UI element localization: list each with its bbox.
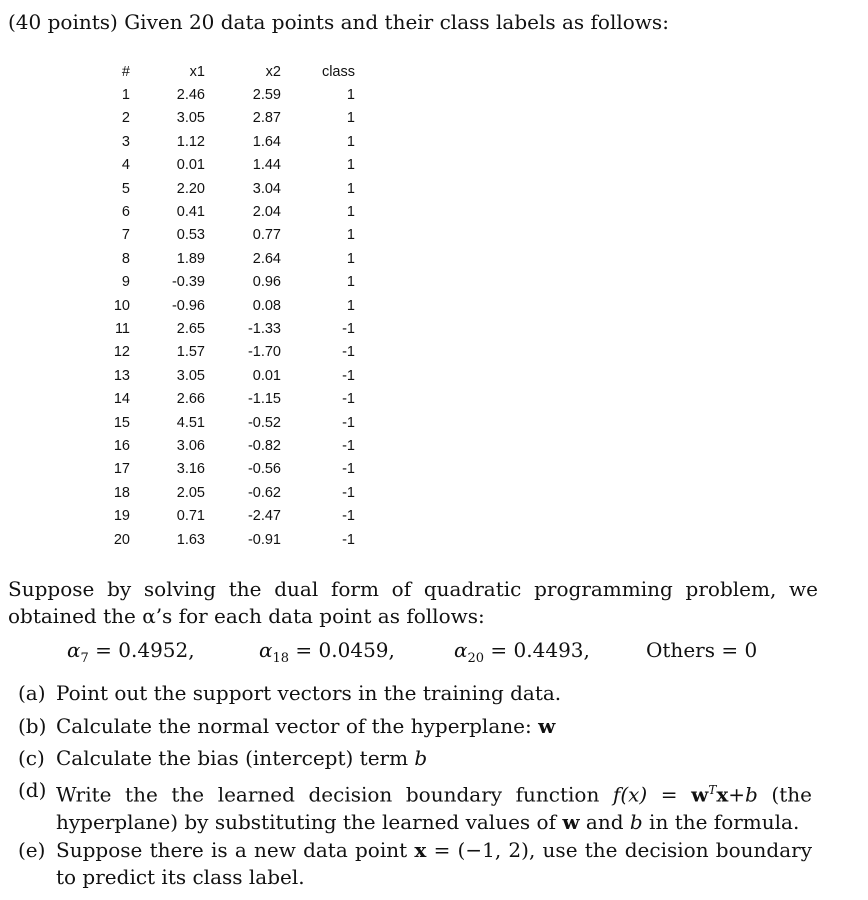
table-row — [100, 528, 355, 551]
cell-x2: 3.04 — [252, 180, 281, 197]
alpha-7 — [67, 636, 195, 668]
cell-x1: 2.46 — [176, 87, 205, 104]
alpha-others: Others = 0 — [646, 638, 758, 662]
cell-index: 8 — [121, 250, 130, 267]
cell-class: -1 — [342, 320, 355, 337]
cell-x2: -1.70 — [247, 344, 281, 361]
vector-x: x — [414, 838, 427, 862]
cell-x1: 2.65 — [176, 320, 205, 337]
cell-class: -1 — [342, 484, 355, 501]
bias-b: b — [414, 746, 428, 770]
vector-w: w — [562, 809, 580, 834]
cell-x1: -0.96 — [171, 297, 205, 314]
table-header-row — [100, 60, 355, 83]
cell-index: 17 — [113, 461, 130, 478]
cell-index: 10 — [113, 297, 130, 314]
question-label: (c) — [18, 746, 45, 770]
cell-class: -1 — [342, 531, 355, 548]
question-b-text: Calculate the normal vector of the hyperplane: — [56, 714, 539, 738]
cell-index: 14 — [113, 391, 130, 408]
alpha-value: = 0.0459, — [289, 638, 395, 662]
cell-x2: -0.62 — [247, 484, 281, 501]
alpha-value: = 0.4952, — [88, 638, 195, 662]
cell-x2: -2.47 — [247, 508, 281, 525]
cell-class: -1 — [342, 391, 355, 408]
cell-x1: 3.05 — [176, 110, 205, 127]
alpha-symbol: α — [454, 638, 468, 662]
alpha-subscript: 18 — [272, 651, 290, 666]
table-row — [100, 481, 355, 504]
cell-x2: 1.64 — [252, 133, 281, 150]
question-text: Point out the support vectors in the training data. — [56, 681, 562, 705]
cell-x2: 2.64 — [252, 250, 281, 267]
table-row — [100, 294, 355, 317]
table-row — [100, 247, 355, 270]
cell-index: 18 — [113, 484, 130, 501]
cell-class: -1 — [342, 344, 355, 361]
bias-b: b — [629, 809, 643, 834]
cell-index: 16 — [113, 437, 130, 454]
question-text — [56, 713, 812, 740]
cell-x2: 0.08 — [252, 297, 281, 314]
cell-class: -1 — [342, 508, 355, 525]
cell-class: 1 — [346, 180, 355, 197]
cell-index: 19 — [113, 508, 130, 525]
table-row — [100, 200, 355, 223]
alpha-symbol: α — [259, 638, 273, 662]
table-row — [100, 130, 355, 153]
question-d-text-3: in the formula. — [642, 809, 800, 834]
cell-x1: 1.63 — [176, 531, 205, 548]
question-text — [56, 837, 812, 891]
cell-x1: 3.05 — [176, 367, 205, 384]
cell-x1: 0.41 — [176, 204, 205, 221]
cell-class: -1 — [342, 414, 355, 431]
cell-x2: 1.44 — [252, 157, 281, 174]
cell-index: 4 — [121, 157, 130, 174]
cell-x2: -1.15 — [247, 391, 281, 408]
cell-class: 1 — [346, 204, 355, 221]
table-row — [100, 154, 355, 177]
table-row — [100, 504, 355, 527]
cell-x2: -0.82 — [247, 437, 281, 454]
cell-index: 3 — [121, 133, 130, 150]
cell-class: -1 — [342, 461, 355, 478]
cell-index: 5 — [121, 180, 130, 197]
cell-class: -1 — [342, 367, 355, 384]
question-c-text: Calculate the bias (intercept) term — [56, 746, 415, 770]
cell-class: 1 — [346, 133, 355, 150]
cell-index: 2 — [121, 110, 130, 127]
table-row — [100, 83, 355, 106]
cell-x2: 2.59 — [252, 87, 281, 104]
plus-sign: + — [728, 782, 746, 807]
question-e-text-1: Suppose there is a new data point — [56, 838, 415, 862]
cell-x1: -0.39 — [171, 274, 205, 291]
cell-class: 1 — [346, 274, 355, 291]
alpha-20 — [454, 636, 590, 668]
cell-class: -1 — [342, 437, 355, 454]
cell-x1: 4.51 — [176, 414, 205, 431]
table-row — [100, 224, 355, 247]
question-label: (d) — [18, 778, 47, 802]
cell-x2: 2.87 — [252, 110, 281, 127]
cell-x1: 3.06 — [176, 437, 205, 454]
cell-x1: 0.53 — [176, 227, 205, 244]
problem-heading: (40 points) Given 20 data points and their class labels as follows: — [8, 10, 669, 34]
cell-x1: 1.12 — [176, 133, 205, 150]
vector-w: w — [691, 782, 709, 807]
header-x1: x1 — [189, 63, 205, 80]
cell-x1: 2.66 — [176, 391, 205, 408]
cell-index: 1 — [121, 87, 130, 104]
cell-x2: -0.91 — [247, 531, 281, 548]
cell-x2: -0.56 — [247, 461, 281, 478]
alpha-18 — [259, 636, 395, 668]
question-d-and: and — [579, 809, 630, 834]
question-text — [56, 745, 812, 772]
alpha-value: = 0.4493, — [484, 638, 590, 662]
cell-class: 1 — [346, 87, 355, 104]
cell-x2: 0.01 — [252, 367, 281, 384]
equals-sign: = — [647, 782, 692, 807]
cell-x1: 2.05 — [176, 484, 205, 501]
cell-index: 20 — [113, 531, 130, 548]
table-row — [100, 411, 355, 434]
cell-x2: 0.77 — [252, 227, 281, 244]
cell-x1: 0.71 — [176, 508, 205, 525]
question-label: (b) — [18, 714, 47, 738]
table-row — [100, 341, 355, 364]
cell-index: 9 — [121, 274, 130, 291]
table-row — [100, 271, 355, 294]
header-index: # — [121, 63, 130, 80]
cell-x2: -1.33 — [247, 320, 281, 337]
vector-x: x — [716, 782, 729, 807]
cell-class: 1 — [346, 297, 355, 314]
cell-x2: 2.04 — [252, 204, 281, 221]
cell-index: 11 — [114, 320, 130, 337]
alpha-subscript: 20 — [467, 651, 485, 666]
cell-x1: 0.01 — [176, 157, 205, 174]
question-label: (a) — [18, 681, 46, 705]
table-row — [100, 458, 355, 481]
cell-index: 13 — [113, 367, 130, 384]
question-d-text-1: Write the the learned decision boundary function — [56, 782, 613, 807]
cell-x1: 1.89 — [176, 250, 205, 267]
question-label: (e) — [18, 838, 46, 862]
cell-class: 1 — [346, 110, 355, 127]
cell-class: 1 — [346, 227, 355, 244]
table-row — [100, 434, 355, 457]
table-row — [100, 107, 355, 130]
cell-class: 1 — [346, 157, 355, 174]
question-d-text-2: (the hyperplane) by substituting the learned values of — [56, 782, 812, 834]
cell-x1: 2.20 — [176, 180, 205, 197]
cell-index: 12 — [113, 344, 130, 361]
cell-class: 1 — [346, 250, 355, 267]
vector-w: w — [538, 714, 556, 738]
cell-x2: -0.52 — [247, 414, 281, 431]
table-row — [100, 387, 355, 410]
cell-x1: 3.16 — [176, 461, 205, 478]
transpose-superscript: T — [708, 783, 717, 797]
table-row — [100, 177, 355, 200]
cell-index: 6 — [121, 204, 130, 221]
cell-index: 7 — [121, 227, 130, 244]
intro-paragraph: Suppose by solving the dual form of quadratic programming problem, we obtained the α’s for each data point as follows: — [8, 577, 818, 628]
header-class: class — [321, 63, 355, 80]
question-text — [56, 777, 812, 836]
cell-x1: 1.57 — [176, 344, 205, 361]
header-x2: x2 — [265, 63, 281, 80]
function-fx: f(x) — [612, 782, 648, 807]
cell-index: 15 — [113, 414, 130, 431]
alpha-subscript: 7 — [80, 651, 89, 666]
table-row — [100, 364, 355, 387]
bias-b: b — [745, 782, 758, 807]
table-row — [100, 317, 355, 340]
alpha-symbol: α — [67, 638, 81, 662]
question-e-text-2: = (−1, 2), use the decision boundary to predict its class label. — [56, 838, 813, 889]
data-table — [100, 60, 355, 551]
cell-x2: 0.96 — [252, 274, 281, 291]
